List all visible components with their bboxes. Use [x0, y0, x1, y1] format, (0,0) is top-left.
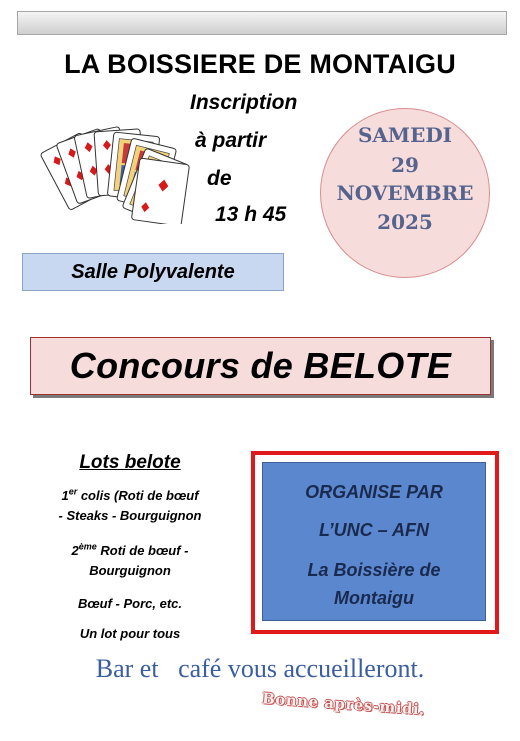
inscription-line-1: Inscription	[190, 91, 298, 114]
prize-1-rank: 1	[61, 488, 69, 503]
organiser-line-4: Montaigu	[334, 588, 414, 608]
organiser-line-2: L’UNC – AFN	[319, 520, 429, 540]
date-day-name: SAMEDI	[357, 123, 453, 147]
prize-3: Bœuf - Porc, etc.	[77, 596, 182, 611]
venue-label: Salle Polyvalente	[22, 253, 284, 291]
inscription-time: 13 h 45	[215, 203, 287, 226]
prize-1-text: colis (Roti de bœuf	[77, 488, 199, 503]
organiser-line-3: La Boissière de	[307, 560, 441, 580]
organiser-line-1: ORGANISE PAR	[305, 482, 443, 502]
inscription-line-3: de	[207, 167, 232, 190]
inscription-line-2: à partir	[195, 129, 267, 152]
lots-heading: Lots belote	[79, 452, 181, 473]
prize-2-rank: 2	[71, 543, 79, 558]
date-circle	[320, 108, 490, 278]
prize-2-text-cont: Bourguignon	[89, 563, 171, 578]
date-month: NOVEMBRE	[336, 181, 474, 205]
event-title: Concours de BELOTE	[30, 337, 491, 395]
top-gradient-bar	[17, 11, 507, 35]
prize-2-rank-suffix: ème	[78, 541, 97, 552]
playing-cards-fan-icon	[28, 112, 193, 224]
prize-1-rank-suffix: er	[68, 486, 78, 497]
prize-1	[30, 486, 230, 526]
greeting-text: Bonne après-midi.	[261, 689, 426, 719]
prize-2	[30, 541, 230, 581]
date-day: 29	[391, 153, 419, 177]
prize-1-text-cont: - Steaks - Bourguignon	[58, 508, 202, 523]
bar-cafe-message: Bar et café vous accueilleront.	[95, 654, 425, 683]
date-year: 2025	[377, 210, 433, 234]
prize-2-text: Roti de bœuf -	[96, 543, 189, 558]
prize-4: Un lot pour tous	[79, 626, 181, 641]
page-title: LA BOISSIERE DE MONTAIGU	[64, 49, 456, 79]
